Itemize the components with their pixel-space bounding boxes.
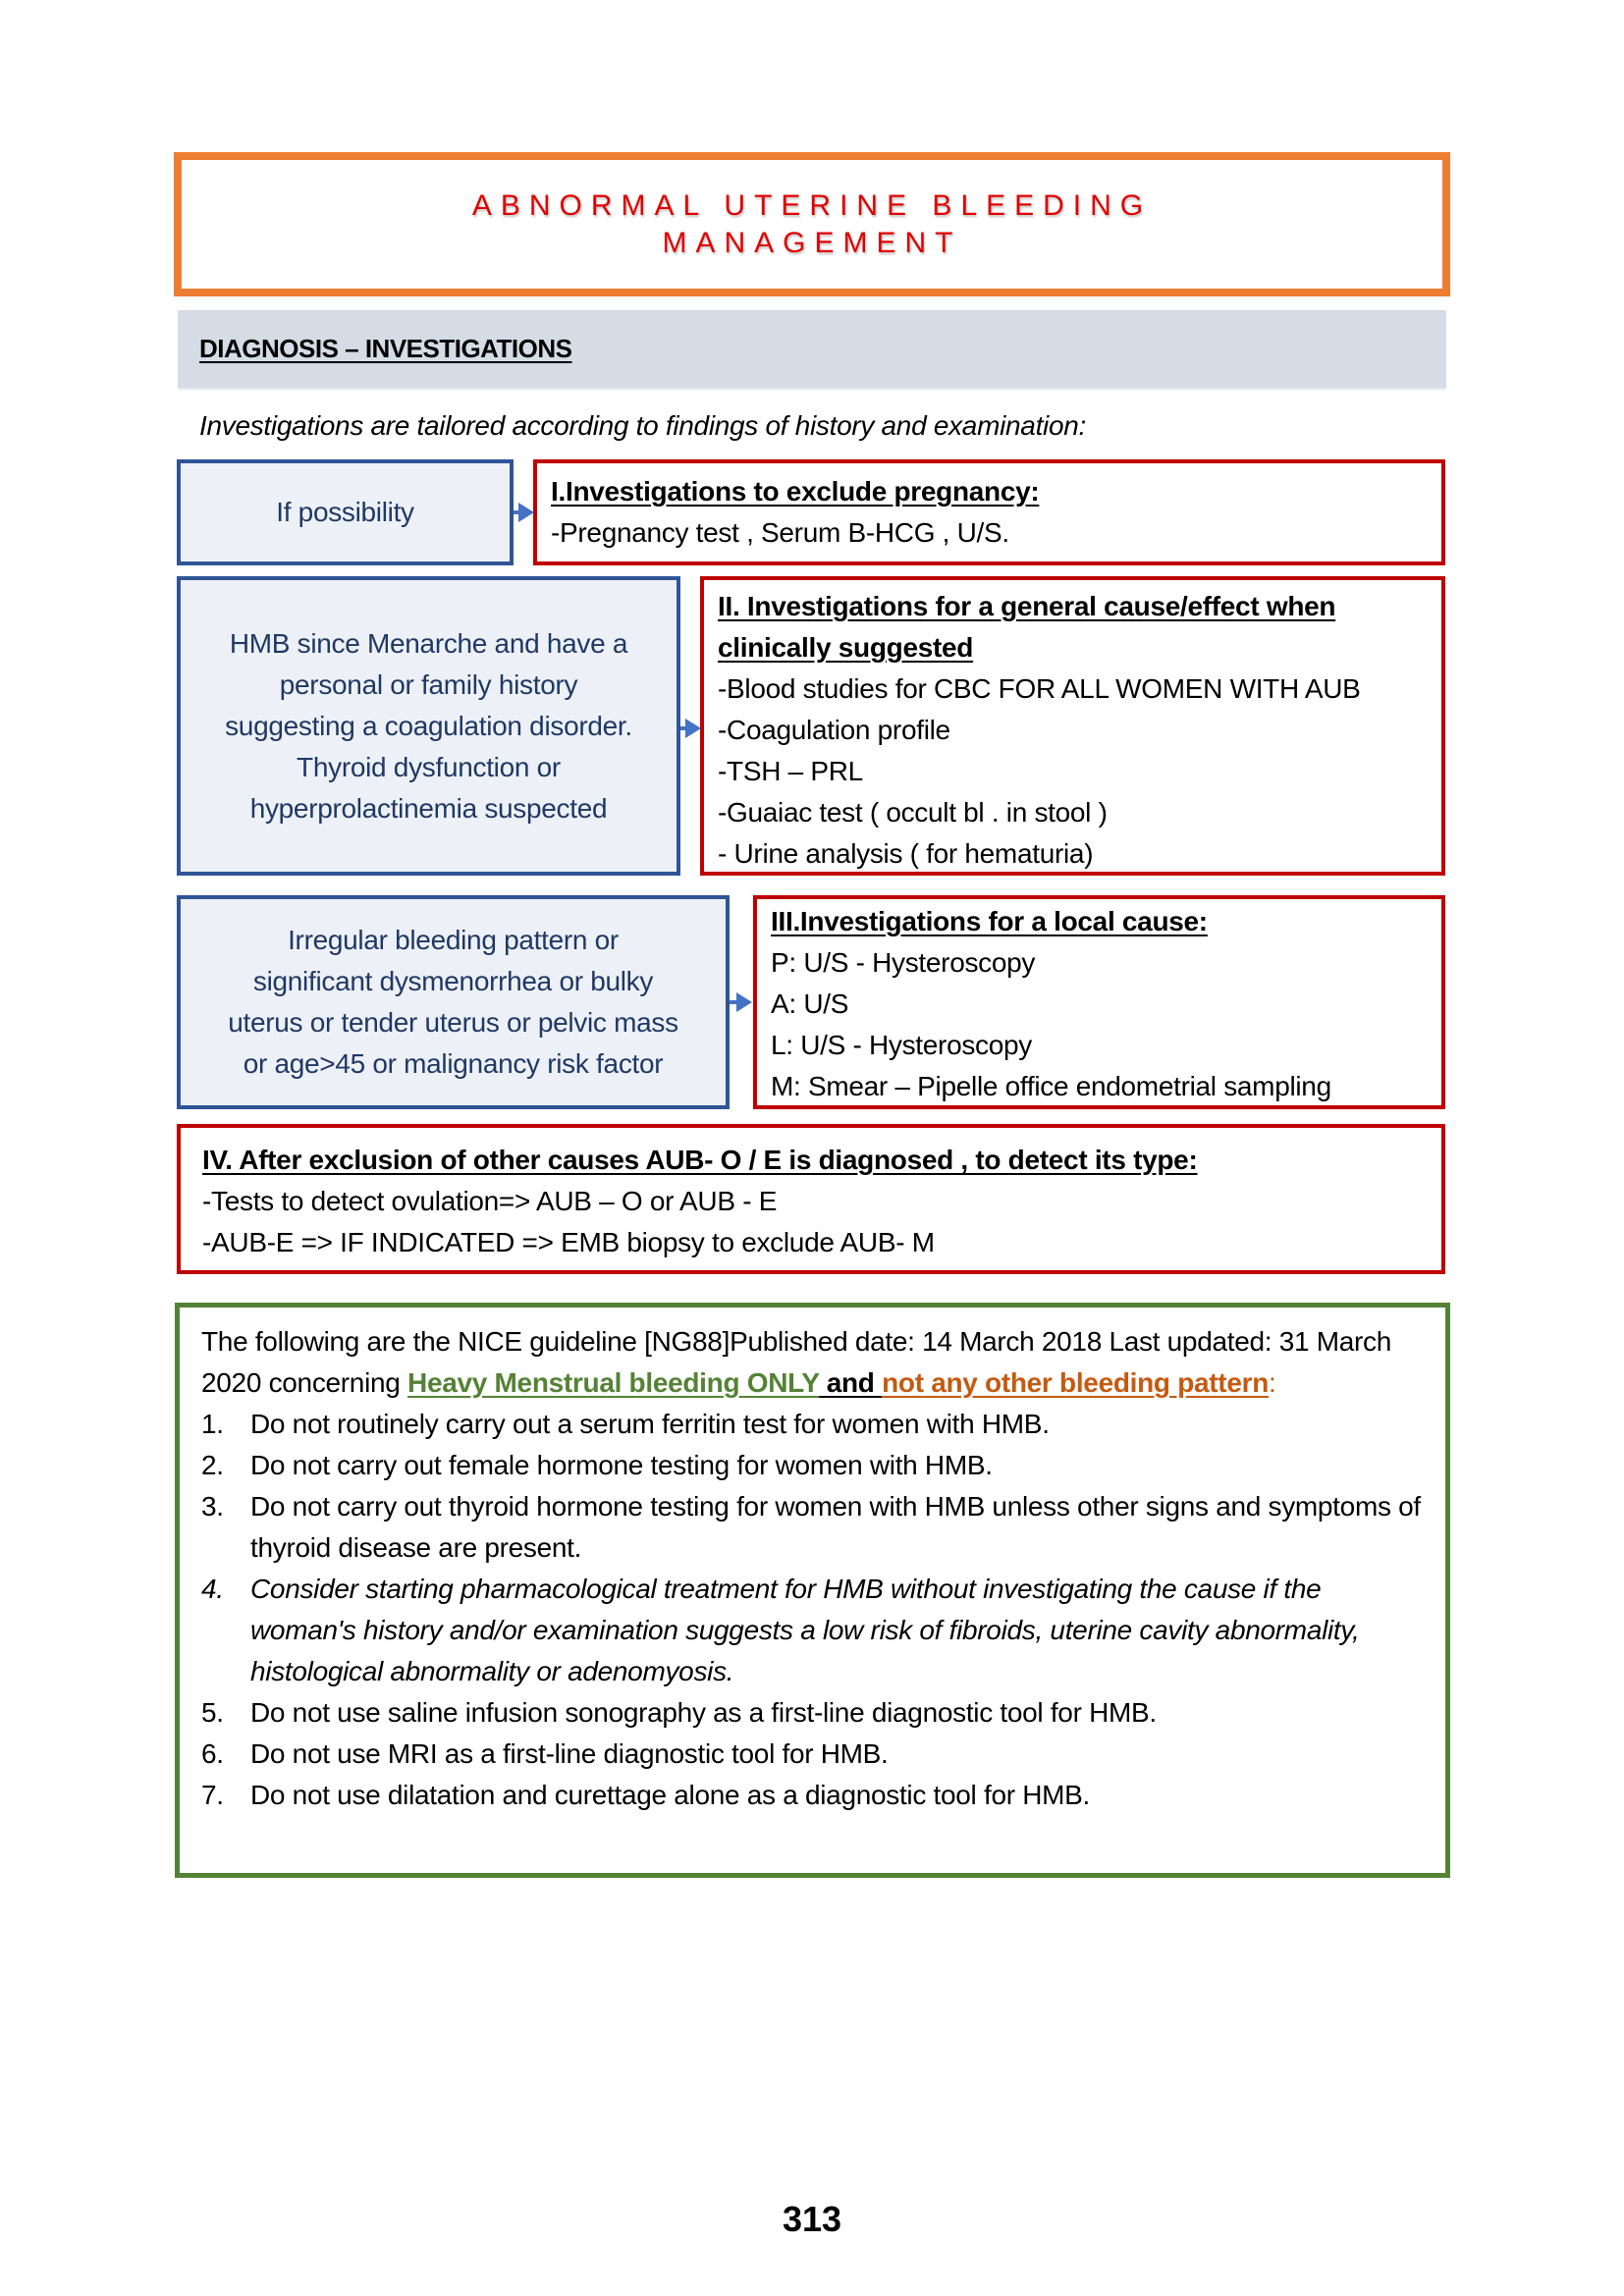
arrow-right-icon <box>736 992 752 1012</box>
arrow-right-icon <box>685 719 701 738</box>
list-item: 7. Do not use dilatation and curettage alone as a diagnostic tool for HMB. <box>201 1780 1091 1810</box>
list-item: 6. Do not use MRI as a first-line diagnostic tool for HMB. <box>201 1738 889 1769</box>
page-number: 313 <box>782 2199 842 2239</box>
investigation-item: L: U/S - Hysteroscopy <box>771 1030 1033 1060</box>
condition-line: personal or family history <box>279 668 578 700</box>
title-box <box>174 152 1450 296</box>
title-line-1: ABNORMAL UTERINE BLEEDING <box>471 188 1153 222</box>
highlight-and: and <box>819 1367 883 1398</box>
investigation-item: - Urine analysis ( for hematuria) <box>718 838 1094 869</box>
condition-line: significant dysmenorrhea or bulky <box>252 966 654 996</box>
intro-text: Investigations are tailored according to findings of history and examination: <box>199 410 1086 441</box>
nice-recommendations-list <box>201 1404 1424 1816</box>
investigation-box-pregnancy <box>533 459 1445 565</box>
section-title: DIAGNOSIS – INVESTIGATIONS <box>199 334 572 363</box>
investigation-title: I.Investigations to exclude pregnancy: <box>551 476 1040 507</box>
investigation-item: A: U/S <box>771 988 849 1019</box>
section-header <box>178 310 1446 390</box>
list-item: 4. Consider starting pharmacological treatment for HMB without investigating the cause if the woman's history and/or examination suggests a low risk of fibroids, uterine cavity abnormality, histological abnormality or adenomyosis. <box>201 1574 1360 1686</box>
investigation-item: P: U/S - Hysteroscopy <box>771 947 1036 978</box>
investigation-item: M: Smear – Pipelle office endometrial sampling <box>771 1071 1331 1101</box>
investigation-item: -TSH – PRL <box>718 756 863 786</box>
highlight-hmb-only: Heavy Menstrual bleeding ONLY <box>407 1367 820 1398</box>
investigation-title: IV. After exclusion of other causes AUB- O / E is diagnosed , to detect its type: <box>202 1145 1198 1175</box>
investigation-item: -Pregnancy test , Serum B-HCG , U/S. <box>551 517 1009 548</box>
investigation-item: -Guaiac test ( occult bl . in stool ) <box>718 797 1108 828</box>
condition-line: or age>45 or malignancy risk factor <box>243 1048 664 1079</box>
investigation-box-aub-oe <box>177 1124 1445 1274</box>
investigation-box-general <box>700 576 1445 876</box>
intro-colon: : <box>1269 1367 1276 1398</box>
nice-intro <box>201 1321 1424 1404</box>
condition-box-general <box>177 576 680 876</box>
condition-text: If possibility <box>276 497 414 527</box>
arrow-right-icon <box>518 503 534 522</box>
investigation-item: -Tests to detect ovulation=> AUB – O or AUB - E <box>202 1186 778 1216</box>
condition-box-local <box>177 895 730 1109</box>
investigation-item: -Coagulation profile <box>718 715 950 745</box>
nice-guideline-box <box>175 1303 1450 1878</box>
investigation-title-line-1: II. Investigations for a general cause/effect when <box>718 591 1336 621</box>
investigation-item: -AUB-E => IF INDICATED => EMB biopsy to exclude AUB- M <box>202 1227 935 1257</box>
list-item: 2. Do not carry out female hormone testing for women with HMB. <box>201 1450 993 1480</box>
condition-box-pregnancy <box>177 459 514 565</box>
investigation-title-line-2: clinically suggested <box>718 632 974 663</box>
title-line-2: MANAGEMENT <box>662 226 962 259</box>
condition-line: suggesting a coagulation disorder. <box>225 710 632 741</box>
list-item: 3. Do not carry out thyroid hormone testing for women with HMB unless other signs and symptoms of thyroid disease are present. <box>201 1491 1421 1563</box>
list-item: 5. Do not use saline infusion sonography as a first-line diagnostic tool for HMB. <box>201 1697 1157 1728</box>
nice-intro-text: The following are the NICE guideline [NG88]Published date: 14 March 2018 Last updated: 31 March 2020 concerning <box>201 1326 1392 1398</box>
investigation-item: -Blood studies for CBC FOR ALL WOMEN WITH AUB <box>718 673 1361 704</box>
condition-line: uterus or tender uterus or pelvic mass <box>228 1007 678 1038</box>
investigation-box-local <box>753 895 1445 1109</box>
condition-line: Irregular bleeding pattern or <box>288 925 619 955</box>
investigation-title: III.Investigations for a local cause: <box>771 906 1208 936</box>
condition-line: HMB since Menarche and have a <box>229 627 628 659</box>
condition-line: Thyroid dysfunction or <box>297 751 561 782</box>
list-item: 1. Do not routinely carry out a serum ferritin test for women with HMB. <box>201 1409 1050 1439</box>
highlight-not-other: not any other bleeding pattern <box>882 1367 1270 1398</box>
condition-line: hyperprolactinemia suspected <box>249 792 608 824</box>
